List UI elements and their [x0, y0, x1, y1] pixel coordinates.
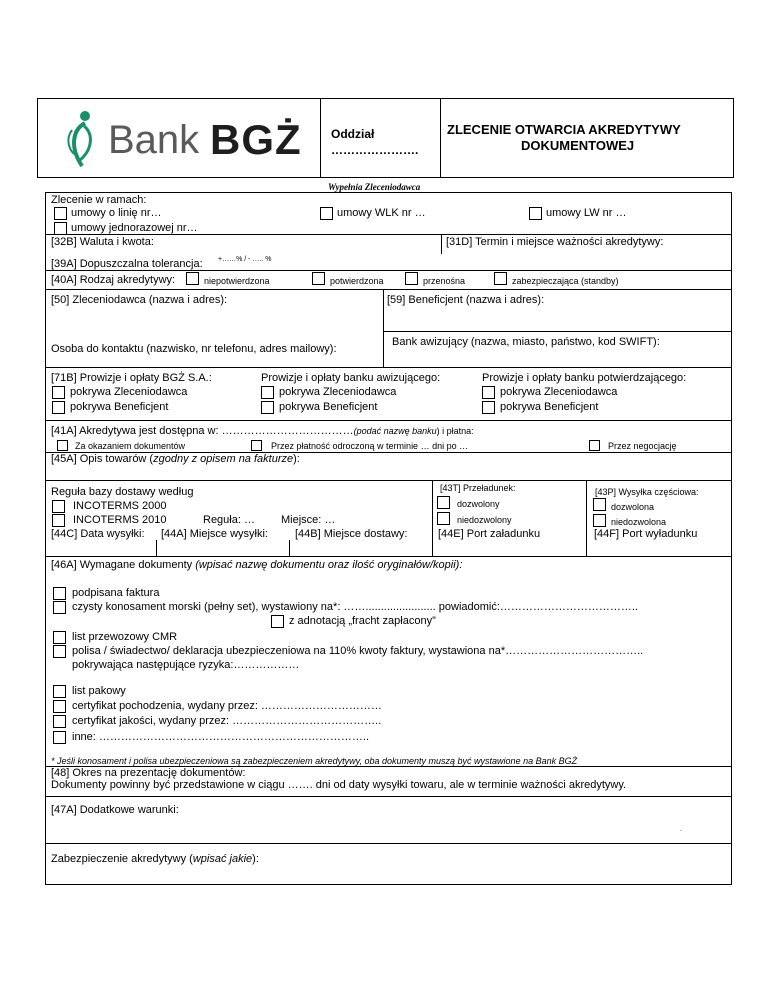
transferable-label: przenośna	[423, 276, 466, 286]
goods-label-tail: ):	[293, 453, 300, 465]
load-port-field[interactable]: [44E] Port załadunku	[438, 528, 541, 540]
availability-label-tail: ) i płatna:	[436, 426, 474, 436]
form-title-line1: ZLECENIE OTWARCIA AKREDYTYWY	[447, 122, 681, 137]
checkbox-unconfirmed[interactable]	[186, 272, 199, 285]
row-line	[45, 843, 732, 844]
confirmed-label: potwierdzona	[330, 276, 384, 286]
tolerance-value[interactable]: +……% / - ….. %	[218, 256, 272, 263]
rule-field[interactable]: Reguła: …	[203, 514, 255, 526]
negotiation-label: Przez negocjację	[608, 441, 677, 451]
discharge-port-field[interactable]: [44F] Port wyładunku	[594, 528, 698, 540]
checkbox-bill-of-lading[interactable]	[53, 601, 66, 614]
checkbox-confirming-applicant[interactable]	[482, 386, 495, 399]
availability-label	[51, 425, 474, 437]
deferred-label: Przez płatność odroczoną w terminie … dni po …	[271, 441, 469, 451]
incoterms2010-label: INCOTERMS 2010	[73, 514, 167, 526]
bgz-applicant-label: pokrywa Zleceniodawca	[70, 386, 188, 398]
fees-confirming-title: Prowizje i opłaty banku potwierdzającego:	[482, 372, 687, 384]
col-line	[156, 540, 157, 556]
validity-field[interactable]: [31D] Termin i miejsce ważności akredytywy:	[446, 236, 664, 248]
checkbox-origin[interactable]	[53, 700, 66, 713]
transshipment-label: [43T] Przeładunek:	[440, 483, 516, 493]
checkbox-incoterms2010[interactable]	[52, 514, 65, 527]
row-line	[45, 234, 732, 235]
line-agreement-label: umowy o linię nr…	[71, 207, 162, 219]
advising-beneficiary-label: pokrywa Beneficjent	[279, 401, 378, 413]
ship-date-field[interactable]: [44C] Data wysyłki:	[51, 528, 145, 540]
checkbox-confirming-beneficiary[interactable]	[482, 401, 495, 414]
delivery-rule-label: Reguła bazy dostawy według	[51, 486, 194, 498]
row-line	[45, 289, 732, 290]
checkbox-advising-applicant[interactable]	[261, 386, 274, 399]
fees-advising-title: Prowizje i opłaty banku awizującego:	[261, 372, 441, 384]
applicant-field[interactable]: [50] Zleceniodawca (nazwa i adres):	[51, 294, 228, 306]
goods-label: [45A] Opis towarów (	[51, 453, 154, 465]
checkbox-other[interactable]	[53, 731, 66, 744]
checkbox-partial-not-allowed[interactable]	[593, 514, 606, 527]
lc-type-label: [40A] Rodzaj akredytywy:	[51, 274, 176, 286]
availability-label-main: [41A] Akredytywa jest dostępna w: ………………………………	[51, 425, 354, 437]
currency-amount-field[interactable]: [32B] Waluta i kwota:	[51, 236, 154, 248]
filled-by-label: Wypełnia Zleceniodawca	[328, 182, 421, 192]
additional-conditions-field[interactable]: [47A] Dodatkowe warunki:	[51, 804, 179, 816]
advising-applicant-label: pokrywa Zleceniodawca	[279, 386, 397, 398]
security-label-hint: wpisać jakie	[192, 853, 253, 865]
branch-dots: ………………….	[331, 143, 419, 157]
col-line	[383, 289, 384, 367]
checkbox-standby[interactable]	[494, 272, 507, 285]
partial-shipment-label: [43P] Wysyłka częściowa:	[595, 487, 699, 497]
partial-not-allowed-label: niedozwolona	[611, 517, 667, 527]
order-label: Zlecenie w ramach:	[51, 194, 147, 206]
transshipment-not-allowed-label: niedozwolony	[457, 515, 512, 525]
row-line	[45, 270, 732, 271]
checkbox-line-agreement[interactable]	[54, 207, 67, 220]
col-line	[586, 480, 587, 556]
presentation-text[interactable]: Dokumenty powinny być przedstawione w ciągu ……. dni od daty wysyłki towaru, ale w terminie ważności akredytywy.	[51, 779, 627, 791]
row-line	[383, 331, 732, 332]
row-line	[45, 480, 732, 481]
checkbox-transferable[interactable]	[405, 272, 418, 285]
checkbox-transshipment-allowed[interactable]	[437, 496, 450, 509]
branch-label: Oddział	[331, 127, 375, 141]
bill-of-lading-label[interactable]: czysty konosament morski (pełny set), wystawiony na*: ……....................... powiadomić:………………………………..	[72, 601, 639, 613]
row-line	[45, 420, 732, 421]
checkbox-invoice[interactable]	[53, 587, 66, 600]
ship-place-field[interactable]: [44A] Miejsce wysyłki:	[161, 528, 268, 540]
header-divider	[440, 98, 441, 178]
partial-allowed-label: dozwolona	[611, 502, 655, 512]
checkbox-freight-paid[interactable]	[271, 615, 284, 628]
security-label: Zabezpieczenie akredytywy (	[51, 853, 193, 865]
sight-label: Za okazaniem dokumentów	[75, 441, 186, 451]
checkbox-packing[interactable]	[53, 685, 66, 698]
logo-figure-icon	[62, 108, 102, 168]
checkbox-lw[interactable]	[529, 207, 542, 220]
col-line	[441, 234, 442, 254]
insurance-label[interactable]: polisa / świadectwo/ deklaracja ubezpieczeniowa na 110% kwoty faktury, wystawiona na*………………………………..	[72, 645, 644, 657]
presentation-label: [48] Okres na prezentację dokumentów:	[51, 767, 246, 779]
tolerance-label: [39A] Dopuszczalna tolerancja:	[51, 258, 203, 270]
security-label-tail: ):	[252, 853, 259, 865]
checkbox-incoterms2000[interactable]	[52, 500, 65, 513]
checkbox-cmr[interactable]	[53, 631, 66, 644]
checkbox-negotiation[interactable]	[589, 440, 600, 451]
cmr-label: list przewozowy CMR	[72, 631, 178, 643]
security-field[interactable]	[51, 853, 259, 865]
lw-label: umowy LW nr …	[546, 207, 627, 219]
checkbox-confirmed[interactable]	[312, 272, 325, 285]
advising-bank-field[interactable]: Bank awizujący (nazwa, miasto, państwo, kod SWIFT):	[392, 336, 660, 348]
transshipment-allowed-label: dozwolony	[457, 499, 500, 509]
documents-label-main: [46A] Wymagane dokumenty	[51, 559, 196, 571]
checkbox-deferred[interactable]	[251, 440, 262, 451]
checkbox-sight[interactable]	[57, 440, 68, 451]
additional-mark: .	[680, 826, 682, 833]
incoterms2000-label: INCOTERMS 2000	[73, 500, 167, 512]
bank-logo	[62, 108, 312, 170]
checkbox-insurance[interactable]	[53, 645, 66, 658]
confirming-applicant-label: pokrywa Zleceniodawca	[500, 386, 618, 398]
wlk-label: umowy WLK nr …	[337, 207, 426, 219]
beneficiary-field[interactable]: [59] Beneficjent (nazwa i adres):	[387, 294, 545, 306]
quality-label[interactable]: certyfikat jakości, wydany przez: …………………………………..	[72, 715, 382, 727]
fees-bgz-title: [71B] Prowizje i opłaty BGŻ S.A.:	[51, 372, 212, 384]
documents-footnote: * Jeśli konosament i polisa ubezpieczeniowa są zabezpieczeniem akredytywy, oba dokumenty muszą być wystawione na Bank BGŻ	[51, 756, 578, 766]
invoice-label: podpisana faktura	[72, 587, 160, 599]
documents-label	[51, 559, 462, 571]
header-divider	[320, 98, 321, 178]
one-time-label: umowy jednorazowej nr…	[71, 222, 198, 234]
documents-label-hint: (wpisać nazwę dokumentu oraz ilość oryginałów/kopii):	[195, 559, 463, 571]
bgz-beneficiary-label: pokrywa Beneficjent	[70, 401, 169, 413]
standby-label: zabezpieczająca (standby)	[512, 276, 619, 286]
checkbox-quality[interactable]	[53, 715, 66, 728]
unconfirmed-label: niepotwierdzona	[204, 276, 270, 286]
confirming-beneficiary-label: pokrywa Beneficjent	[500, 401, 599, 413]
packing-label: list pakowy	[72, 685, 126, 697]
logo-text-bank: Bank	[108, 118, 200, 162]
availability-label-hint: (podać nazwę banku	[353, 426, 437, 436]
logo-text-bgz: BGŻ	[210, 116, 302, 163]
origin-label[interactable]: certyfikat pochodzenia, wydany przez: ……………………………	[72, 700, 382, 712]
contact-person-field[interactable]: Osoba do kontaktu (nazwisko, nr telefonu, adres mailowy):	[51, 343, 337, 355]
checkbox-advising-beneficiary[interactable]	[261, 401, 274, 414]
row-line	[45, 556, 732, 557]
place-field[interactable]: Miejsce: …	[281, 514, 336, 526]
other-label[interactable]: inne: ………………………………………………………………..	[72, 731, 370, 743]
goods-description-field[interactable]	[51, 453, 300, 465]
dest-place-field[interactable]: [44B] Miejsce dostawy:	[295, 528, 408, 540]
form-title-line2: DOKUMENTOWEJ	[521, 138, 635, 153]
freight-paid-label: z adnotacją „fracht zapłacony”	[289, 615, 436, 627]
row-line	[45, 796, 732, 797]
row-line	[45, 367, 732, 368]
col-line	[432, 480, 433, 556]
risks-label[interactable]: pokrywająca następujące ryzyka:………………	[72, 659, 300, 671]
checkbox-transshipment-not-allowed[interactable]	[437, 512, 450, 525]
checkbox-partial-allowed[interactable]	[593, 498, 606, 511]
checkbox-wlk[interactable]	[320, 207, 333, 220]
goods-label-hint: zgodny z opisem na fakturze	[153, 453, 294, 465]
checkbox-bgz-applicant[interactable]	[52, 386, 65, 399]
col-line	[289, 540, 290, 556]
checkbox-bgz-beneficiary[interactable]	[52, 401, 65, 414]
